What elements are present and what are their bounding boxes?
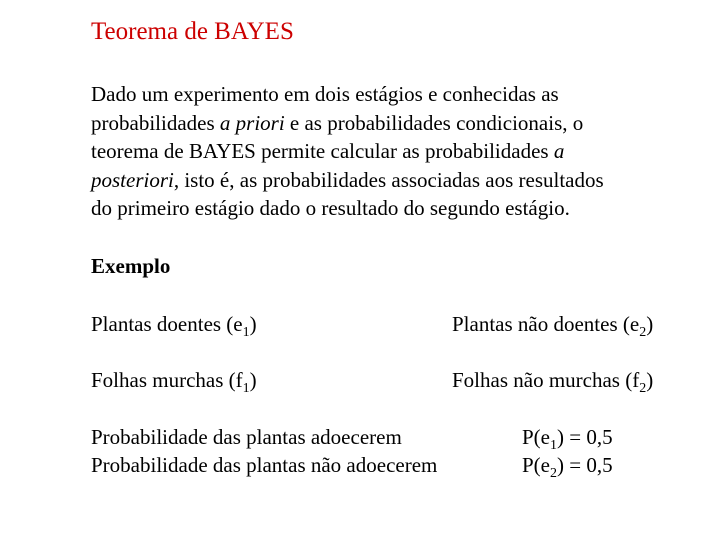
event-f1: Folhas murchas $(f_1)$ [91,368,257,396]
paragraph-line-3: teorema de BAYES permite calcular as probabilidades a [91,139,565,163]
event-e2: Plantas não doentes $(e_2)$ [452,312,654,340]
paragraph-line-2: probabilidades a priori e as probabilidades condicionais, o [91,110,584,135]
slide-title: Teorema de BAYES [91,18,294,45]
probability-value-1: $P(e_1) = 0,5$ [522,425,613,453]
paragraph-line-4: posteriori, isto é, as probabilidades associadas aos resultados [91,167,604,192]
paragraph-line-5: do primeiro estágio dado o resultado do segundo estágio. [91,196,570,220]
probability-label-1: Probabilidade das plantas adoecerem [91,425,402,449]
probability-value-2: $P(e_2) = 0,5$ [522,453,613,481]
example-heading: Exemplo [91,254,171,278]
event-f2: Folhas não murchas $(f_2)$ [452,368,654,396]
paragraph-line-1: Dado um experimento em dois estágios e conhecidas as [91,82,559,106]
probability-label-2: Probabilidade das plantas não adoecerem [91,453,438,477]
intro-paragraph [91,80,691,223]
event-e1: Plantas doentes $(e_1)$ [91,312,257,340]
